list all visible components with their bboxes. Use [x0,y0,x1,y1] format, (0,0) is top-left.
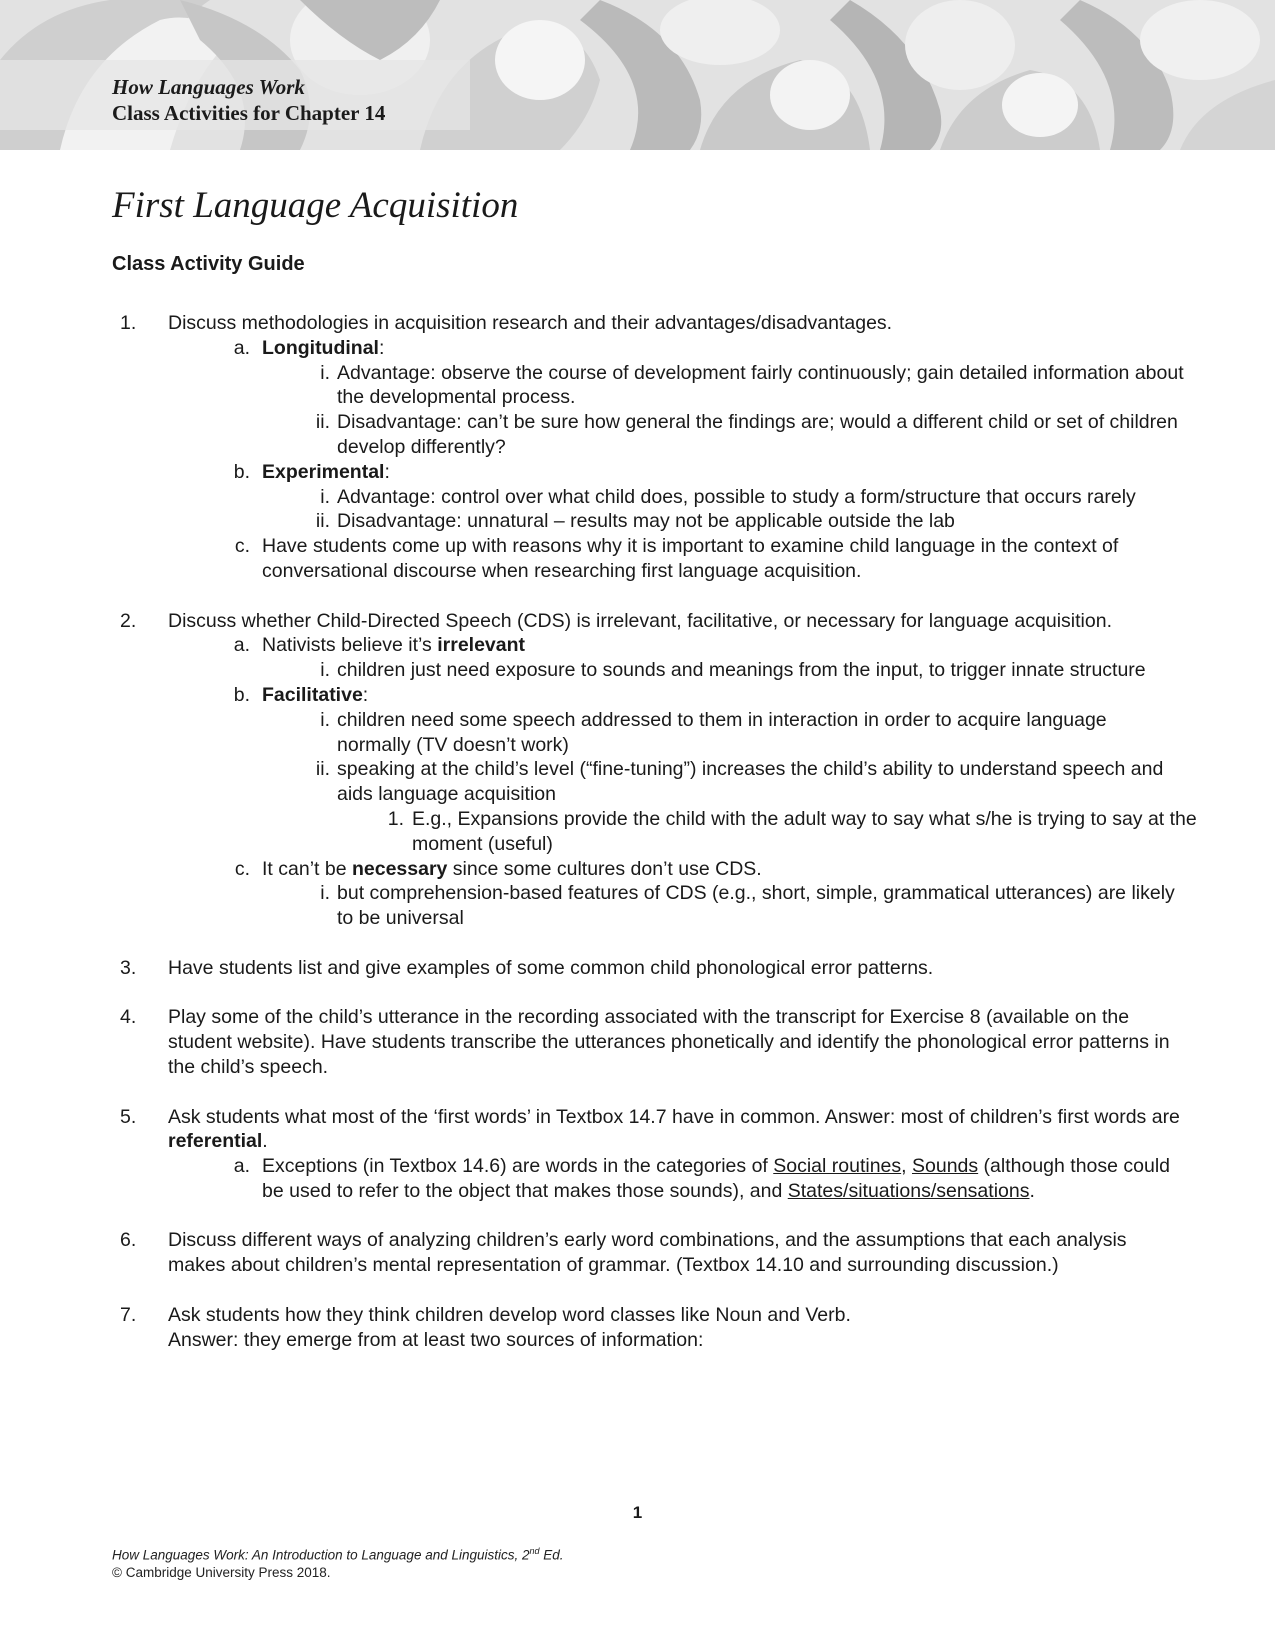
section-subtitle: Class Activity Guide [112,253,305,275]
sub-item: c. Have students come up with reasons why it is important to examine child language in the context of conversational discourse when researching first language acquisition. [234,535,1119,582]
sub-sub-item: i. children need some speech addressed to them in interaction in order to acquire language normally (TV doesn’t work) [320,708,1107,756]
item-number: 5. [120,1105,137,1128]
page-number: 1 [632,1503,643,1522]
sub-sub-sub-item: 1. E.g., Expansions provide the child with the adult way to say what s/he is trying to say at the moment (useful) [387,807,1197,855]
sub-sub-item: i. Advantage: control over what child does, possible to study a form/structure that occurs rarely [320,485,1136,508]
sub-item: a. Exceptions (in Textbox 14.6) are words in the categories of Social routines, Sounds (although those could be used to refer to the object that makes those sounds), and States/situations/sensations. [233,1155,1171,1202]
item-number: 6. [120,1229,137,1252]
item-number: 2. [120,609,137,632]
book-title: How Languages Work [112,75,305,99]
list-item-6 [0,1228,1275,1278]
page-title: First Language Acquisition [112,185,519,226]
item-answer: Answer: they emerge from at least two sources of information: [168,1328,704,1351]
item-text: Ask students how they think children develop word classes like Noun and Verb. [168,1303,851,1326]
item-text: Play some of the child’s utterance in the recording associated with the transcript for Exercise 8 (available on the student website). Have students transcribe the utterances phonetically and identify the phonological error patterns in the child’s speech. [168,1006,1170,1078]
category-sounds: Sounds [912,1155,979,1178]
item-text: Discuss methodologies in acquisition research and their advantages/disadvantages. [168,312,893,334]
sub-item: a. Longitudinal: [233,336,385,359]
activity-list [0,311,1275,1377]
sub-sub-item: ii. Disadvantage: unnatural – results may not be applicable outside the lab [315,510,955,533]
item-text: Discuss different ways of analyzing children’s early word combinations, and the assumptions that each analysis makes about children’s mental representation of grammar. (Textbox 14.10 and surrounding discussion.) [168,1229,1127,1277]
sub-item: c. It can’t be necessary since some cultures don’t use CDS. [234,857,762,880]
item-number: 1. [120,312,137,334]
header-banner [0,0,1275,150]
sub-sub-item: i. children just need exposure to sounds and meanings from the input, to trigger innate structure [320,659,1146,682]
item-number: 7. [120,1303,137,1326]
sub-sub-item: i. Advantage: observe the course of development fairly continuously; gain detailed information about the developmental process. [320,361,1184,409]
list-item-2 [0,609,1275,634]
chapter-title: Class Activities for Chapter 14 [112,101,386,125]
sub-sub-item: i. but comprehension-based features of CDS (e.g., short, simple, grammatical utterances) are likely to be universal [320,882,1175,930]
sub-item: b. Experimental: [233,460,390,483]
category-states: States/situations/sensations [787,1179,1030,1202]
sub-item: b. Facilitative: [233,683,369,706]
list-item-5: 5. Ask students what most of the ‘first words’ in Textbox 14.7 have in common. Answer: most of children’s first words are referential. [120,1105,1180,1153]
item-number: 4. [120,1006,137,1029]
item-text: Have students list and give examples of some common child phonological error patterns. [168,956,934,979]
footer: How Languages Work: An Introduction to Language and Linguistics, 2nd Ed. © Cambridge University Press 2018. [112,1546,564,1580]
list-item-3 [0,956,1275,981]
list-item-1 [0,311,1275,336]
sub-sub-item: ii. Disadvantage: can’t be sure how general the findings are; would a different child or set of children develop differently? [315,411,1178,458]
sub-sub-item: ii. speaking at the child’s level (“fine-tuning”) increases the child’s ability to understand speech and aids language acquisition [315,758,1164,806]
category-social-routines: Social routines [773,1155,902,1178]
sub-item: a. Nativists believe it’s irrelevant [233,634,526,657]
item-text: Discuss whether Child-Directed Speech (CDS) is irrelevant, facilitative, or necessary for language acquisition. [168,609,1112,632]
copyright: © Cambridge University Press 2018. [112,1564,331,1580]
item-number: 3. [120,956,137,979]
list-item-7 [0,1303,1275,1353]
list-item-4 [0,1005,1275,1079]
